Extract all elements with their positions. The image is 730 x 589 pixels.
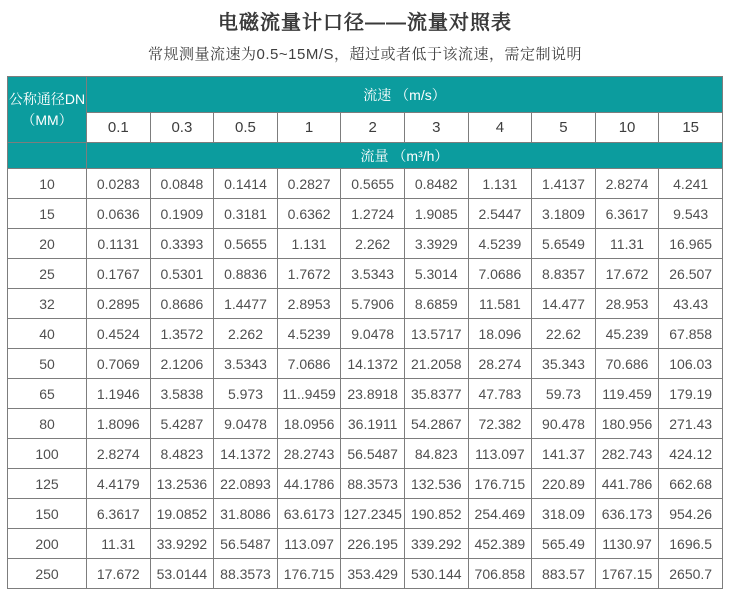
value-cell: 0.0283 xyxy=(87,169,151,199)
value-cell: 17.672 xyxy=(595,259,659,289)
value-cell: 45.239 xyxy=(595,319,659,349)
flow-header-spacer xyxy=(8,143,87,169)
value-cell: 11.31 xyxy=(595,229,659,259)
flow-comparison-table xyxy=(7,76,723,589)
page-title: 电磁流量计口径——流量对照表 xyxy=(218,12,512,34)
value-cell: 530.144 xyxy=(404,559,468,589)
dn-cell: 10 xyxy=(8,169,87,199)
value-cell: 36.1911 xyxy=(341,409,405,439)
value-cell: 1.131 xyxy=(468,169,532,199)
dn-cell: 100 xyxy=(8,439,87,469)
value-cell: 5.7906 xyxy=(341,289,405,319)
value-cell: 8.8357 xyxy=(532,259,596,289)
table-row xyxy=(8,259,723,289)
value-cell: 0.1767 xyxy=(87,259,151,289)
value-cell: 19.0852 xyxy=(150,499,214,529)
value-cell: 14.1372 xyxy=(214,439,278,469)
value-cell: 1.2724 xyxy=(341,199,405,229)
table-row xyxy=(8,529,723,559)
value-cell: 84.823 xyxy=(404,439,468,469)
value-cell: 0.2895 xyxy=(87,289,151,319)
value-cell: 0.3393 xyxy=(150,229,214,259)
velocity-col-header: 2 xyxy=(341,113,405,143)
corner-header-line2: （MM） xyxy=(21,111,73,128)
velocity-col-header: 10 xyxy=(595,113,659,143)
value-cell: 3.5343 xyxy=(214,349,278,379)
value-cell: 0.0848 xyxy=(150,169,214,199)
value-cell: 0.2827 xyxy=(277,169,341,199)
value-cell: 706.858 xyxy=(468,559,532,589)
value-cell: 18.096 xyxy=(468,319,532,349)
dn-cell: 50 xyxy=(8,349,87,379)
value-cell: 424.12 xyxy=(659,439,723,469)
value-cell: 0.6362 xyxy=(277,199,341,229)
value-cell: 9.543 xyxy=(659,199,723,229)
value-cell: 33.9292 xyxy=(150,529,214,559)
value-cell: 132.536 xyxy=(404,469,468,499)
value-cell: 220.89 xyxy=(532,469,596,499)
value-cell: 6.3617 xyxy=(87,499,151,529)
value-cell: 1.4137 xyxy=(532,169,596,199)
velocity-col-header: 0.1 xyxy=(87,113,151,143)
dn-cell: 200 xyxy=(8,529,87,559)
value-cell: 26.507 xyxy=(659,259,723,289)
value-cell: 35.8377 xyxy=(404,379,468,409)
table-row xyxy=(8,559,723,589)
value-cell: 2.262 xyxy=(341,229,405,259)
velocity-col-header: 15 xyxy=(659,113,723,143)
corner-header-line1: 公称通径DN xyxy=(8,91,86,108)
dn-cell: 15 xyxy=(8,199,87,229)
value-cell: 56.5487 xyxy=(341,439,405,469)
value-cell: 1696.5 xyxy=(659,529,723,559)
value-cell: 318.09 xyxy=(532,499,596,529)
value-cell: 11.581 xyxy=(468,289,532,319)
flow-header: 流量 （m³/h） xyxy=(87,143,723,169)
value-cell: 0.3181 xyxy=(214,199,278,229)
table-row xyxy=(8,319,723,349)
value-cell: 1.8096 xyxy=(87,409,151,439)
value-cell: 2.8953 xyxy=(277,289,341,319)
value-cell: 127.2345 xyxy=(341,499,405,529)
value-cell: 0.0636 xyxy=(87,199,151,229)
value-cell: 16.965 xyxy=(659,229,723,259)
table-row xyxy=(8,169,723,199)
value-cell: 0.1131 xyxy=(87,229,151,259)
value-cell: 90.478 xyxy=(532,409,596,439)
value-cell: 113.097 xyxy=(277,529,341,559)
value-cell: 0.1414 xyxy=(214,169,278,199)
value-cell: 56.5487 xyxy=(214,529,278,559)
table-row xyxy=(8,349,723,379)
value-cell: 4.4179 xyxy=(87,469,151,499)
dn-cell: 80 xyxy=(8,409,87,439)
velocity-col-header: 5 xyxy=(532,113,596,143)
value-cell: 254.469 xyxy=(468,499,532,529)
value-cell: 53.0144 xyxy=(150,559,214,589)
dn-cell: 65 xyxy=(8,379,87,409)
value-cell: 0.8836 xyxy=(214,259,278,289)
value-cell: 353.429 xyxy=(341,559,405,589)
value-cell: 21.2058 xyxy=(404,349,468,379)
value-cell: 22.62 xyxy=(532,319,596,349)
value-cell: 11.31 xyxy=(87,529,151,559)
table-row xyxy=(8,469,723,499)
velocity-columns-row xyxy=(8,113,723,143)
value-cell: 3.3929 xyxy=(404,229,468,259)
value-cell: 63.6173 xyxy=(277,499,341,529)
value-cell: 1.7672 xyxy=(277,259,341,289)
value-cell: 9.0478 xyxy=(341,319,405,349)
value-cell: 954.26 xyxy=(659,499,723,529)
value-cell: 226.195 xyxy=(341,529,405,559)
value-cell: 452.389 xyxy=(468,529,532,559)
value-cell: 2.8274 xyxy=(87,439,151,469)
value-cell: 271.43 xyxy=(659,409,723,439)
value-cell: 6.3617 xyxy=(595,199,659,229)
value-cell: 88.3573 xyxy=(214,559,278,589)
value-cell: 5.973 xyxy=(214,379,278,409)
velocity-col-header: 1 xyxy=(277,113,341,143)
value-cell: 636.173 xyxy=(595,499,659,529)
value-cell: 3.5343 xyxy=(341,259,405,289)
value-cell: 179.19 xyxy=(659,379,723,409)
value-cell: 113.097 xyxy=(468,439,532,469)
value-cell: 88.3573 xyxy=(341,469,405,499)
value-cell: 9.0478 xyxy=(214,409,278,439)
value-cell: 0.8482 xyxy=(404,169,468,199)
value-cell: 14.477 xyxy=(532,289,596,319)
dn-cell: 32 xyxy=(8,289,87,319)
value-cell: 5.6549 xyxy=(532,229,596,259)
value-cell: 2.5447 xyxy=(468,199,532,229)
value-cell: 31.8086 xyxy=(214,499,278,529)
value-cell: 565.49 xyxy=(532,529,596,559)
velocity-header: 流速 （m/s） xyxy=(87,77,723,113)
table-row xyxy=(8,289,723,319)
table-row xyxy=(8,379,723,409)
velocity-col-header: 0.3 xyxy=(150,113,214,143)
value-cell: 23.8918 xyxy=(341,379,405,409)
value-cell: 35.343 xyxy=(532,349,596,379)
value-cell: 28.953 xyxy=(595,289,659,319)
value-cell: 1767.15 xyxy=(595,559,659,589)
value-cell: 3.1809 xyxy=(532,199,596,229)
value-cell: 7.0686 xyxy=(468,259,532,289)
value-cell: 7.0686 xyxy=(277,349,341,379)
value-cell: 4.5239 xyxy=(277,319,341,349)
value-cell: 2.8274 xyxy=(595,169,659,199)
value-cell: 0.8686 xyxy=(150,289,214,319)
value-cell: 0.5655 xyxy=(341,169,405,199)
dn-cell: 25 xyxy=(8,259,87,289)
value-cell: 59.73 xyxy=(532,379,596,409)
value-cell: 18.0956 xyxy=(277,409,341,439)
table-row xyxy=(8,499,723,529)
dn-cell: 150 xyxy=(8,499,87,529)
value-cell: 13.5717 xyxy=(404,319,468,349)
value-cell: 0.1909 xyxy=(150,199,214,229)
value-cell: 17.672 xyxy=(87,559,151,589)
table-row xyxy=(8,409,723,439)
value-cell: 1.4477 xyxy=(214,289,278,319)
table-row xyxy=(8,229,723,259)
value-cell: 47.783 xyxy=(468,379,532,409)
value-cell: 662.68 xyxy=(659,469,723,499)
table-row xyxy=(8,439,723,469)
value-cell: 44.1786 xyxy=(277,469,341,499)
value-cell: 119.459 xyxy=(595,379,659,409)
value-cell: 282.743 xyxy=(595,439,659,469)
value-cell: 28.274 xyxy=(468,349,532,379)
velocity-col-header: 0.5 xyxy=(214,113,278,143)
value-cell: 180.956 xyxy=(595,409,659,439)
value-cell: 176.715 xyxy=(468,469,532,499)
value-cell: 1130.97 xyxy=(595,529,659,559)
value-cell: 141.37 xyxy=(532,439,596,469)
value-cell: 1.9085 xyxy=(404,199,468,229)
value-cell: 2650.7 xyxy=(659,559,723,589)
value-cell: 441.786 xyxy=(595,469,659,499)
dn-cell: 20 xyxy=(8,229,87,259)
value-cell: 70.686 xyxy=(595,349,659,379)
value-cell: 0.5655 xyxy=(214,229,278,259)
value-cell: 4.241 xyxy=(659,169,723,199)
value-cell: 54.2867 xyxy=(404,409,468,439)
value-cell: 5.4287 xyxy=(150,409,214,439)
value-cell: 13.2536 xyxy=(150,469,214,499)
value-cell: 106.03 xyxy=(659,349,723,379)
velocity-col-header: 3 xyxy=(404,113,468,143)
dn-cell: 250 xyxy=(8,559,87,589)
value-cell: 190.852 xyxy=(404,499,468,529)
value-cell: 28.2743 xyxy=(277,439,341,469)
value-cell: 883.57 xyxy=(532,559,596,589)
value-cell: 2.1206 xyxy=(150,349,214,379)
value-cell: 22.0893 xyxy=(214,469,278,499)
velocity-col-header: 4 xyxy=(468,113,532,143)
value-cell: 67.858 xyxy=(659,319,723,349)
dn-cell: 125 xyxy=(8,469,87,499)
value-cell: 339.292 xyxy=(404,529,468,559)
value-cell: 0.4524 xyxy=(87,319,151,349)
velocity-header-row xyxy=(8,77,723,113)
value-cell: 3.5838 xyxy=(150,379,214,409)
page-subtitle: 常规测量流速为0.5~15M/S，超过或者低于该流速，需定制说明 xyxy=(148,46,582,63)
value-cell: 1.1946 xyxy=(87,379,151,409)
value-cell: 0.5301 xyxy=(150,259,214,289)
value-cell: 1.3572 xyxy=(150,319,214,349)
value-cell: 4.5239 xyxy=(468,229,532,259)
value-cell: 0.7069 xyxy=(87,349,151,379)
value-cell: 8.4823 xyxy=(150,439,214,469)
value-cell: 72.382 xyxy=(468,409,532,439)
value-cell: 2.262 xyxy=(214,319,278,349)
value-cell: 1.131 xyxy=(277,229,341,259)
flow-header-row xyxy=(8,143,723,169)
value-cell: 14.1372 xyxy=(341,349,405,379)
corner-header xyxy=(8,77,87,143)
value-cell: 8.6859 xyxy=(404,289,468,319)
value-cell: 5.3014 xyxy=(404,259,468,289)
value-cell: 11..9459 xyxy=(277,379,341,409)
value-cell: 43.43 xyxy=(659,289,723,319)
table-row xyxy=(8,199,723,229)
dn-cell: 40 xyxy=(8,319,87,349)
value-cell: 176.715 xyxy=(277,559,341,589)
